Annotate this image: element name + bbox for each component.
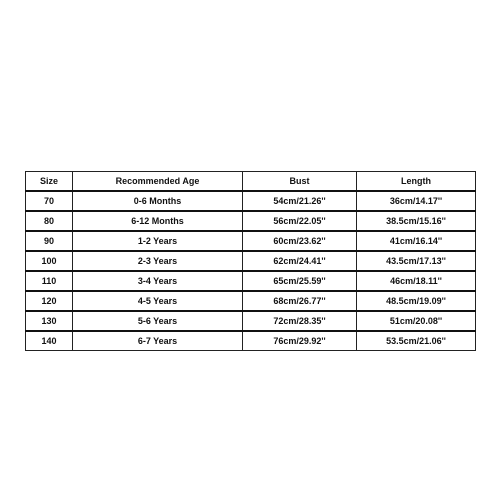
table-header [26,172,476,192]
cell-size: 90 [26,231,73,251]
cell-bust: 68cm/26.77'' [243,291,357,311]
cell-length: 46cm/18.11'' [357,271,476,291]
header-length: Length [357,172,476,192]
cell-age: 5-6 Years [73,311,243,331]
cell-size: 120 [26,291,73,311]
cell-length: 48.5cm/19.09'' [357,291,476,311]
table-row [26,191,476,211]
header-row [26,172,476,192]
cell-length: 41cm/16.14'' [357,231,476,251]
cell-age: 1-2 Years [73,231,243,251]
table-row [26,291,476,311]
cell-bust: 56cm/22.05'' [243,211,357,231]
cell-bust: 62cm/24.41'' [243,251,357,271]
header-bust: Bust [243,172,357,192]
cell-length: 53.5cm/21.06'' [357,331,476,351]
table-row [26,331,476,351]
cell-size: 130 [26,311,73,331]
size-chart-table [25,171,476,351]
header-size: Size [26,172,73,192]
table-row [26,311,476,331]
cell-age: 2-3 Years [73,251,243,271]
cell-length: 51cm/20.08'' [357,311,476,331]
cell-age: 6-12 Months [73,211,243,231]
cell-bust: 76cm/29.92'' [243,331,357,351]
table-row [26,211,476,231]
table-row [26,251,476,271]
cell-length: 43.5cm/17.13'' [357,251,476,271]
cell-size: 110 [26,271,73,291]
cell-bust: 65cm/25.59'' [243,271,357,291]
cell-bust: 60cm/23.62'' [243,231,357,251]
cell-age: 4-5 Years [73,291,243,311]
cell-length: 38.5cm/15.16'' [357,211,476,231]
cell-size: 80 [26,211,73,231]
cell-age: 0-6 Months [73,191,243,211]
cell-age: 3-4 Years [73,271,243,291]
cell-size: 100 [26,251,73,271]
cell-size: 140 [26,331,73,351]
cell-bust: 72cm/28.35'' [243,311,357,331]
cell-age: 6-7 Years [73,331,243,351]
header-recommended-age: Recommended Age [73,172,243,192]
table-body [26,191,476,351]
table-row [26,231,476,251]
cell-size: 70 [26,191,73,211]
table-row [26,271,476,291]
cell-bust: 54cm/21.26'' [243,191,357,211]
cell-length: 36cm/14.17'' [357,191,476,211]
